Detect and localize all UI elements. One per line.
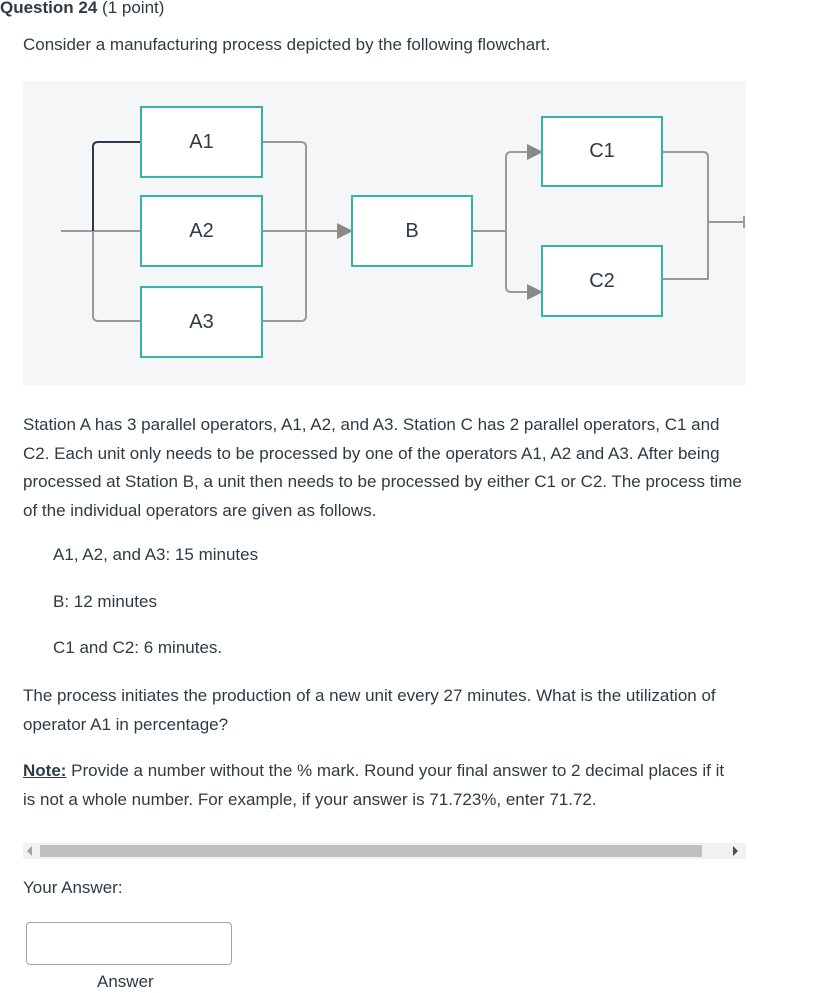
time-c: C1 and C2: 6 minutes. <box>53 638 223 657</box>
merge-line-a1 <box>263 142 306 231</box>
node-b-label: B <box>405 219 419 242</box>
note-paragraph <box>23 757 735 814</box>
question-title: Question 24 <box>0 0 98 17</box>
scroll-thumb[interactable] <box>40 845 702 857</box>
node-a1 <box>140 106 263 178</box>
flowchart <box>23 81 746 385</box>
node-a2-label: A2 <box>189 219 214 242</box>
time-b: B: 12 minutes <box>53 592 157 611</box>
split-line-a1 <box>93 142 140 231</box>
horizontal-scrollbar[interactable] <box>23 843 746 859</box>
node-a3 <box>140 286 263 358</box>
node-c1-label: C1 <box>589 140 615 162</box>
question-intro: Consider a manufacturing process depicted by the following flowchart. <box>23 35 551 54</box>
time-a: A1, A2, and A3: 15 minutes <box>53 545 259 564</box>
merge-line-c1 <box>661 152 708 222</box>
merge-line-c2 <box>661 222 708 279</box>
split-line-a3 <box>93 231 140 321</box>
node-c1 <box>541 116 663 187</box>
split-line-c1 <box>506 152 541 231</box>
node-b <box>351 195 473 267</box>
node-a3-label: A3 <box>189 310 214 333</box>
question-paragraph: The process initiates the production of a new unit every 27 minutes. What is the utilization of operator A1 in percentage? <box>23 686 716 734</box>
answer-caption: Answer <box>97 972 154 991</box>
question-points: (1 point) <box>102 0 165 17</box>
node-c2 <box>541 245 663 317</box>
scroll-left-arrow-icon[interactable] <box>27 846 32 856</box>
split-line-c2 <box>506 231 541 292</box>
note-text: Provide a number without the % mark. Round your final answer to 2 decimal places if it is not a whole number. For example, if your answer is 71.723%, enter 71.72. <box>23 761 725 809</box>
answer-input[interactable] <box>26 922 232 965</box>
node-a2 <box>140 195 263 267</box>
question-header <box>0 0 164 18</box>
description-paragraph: Station A has 3 parallel operators, A1, A2, and A3. Station C has 2 parallel operators, C1 and C2. Each unit only needs to be processed by one of the operators A1, A2 and A3. After being processed at Station B, a unit then needs to be processed by either C1 or C2. The process time of the individual operators are given as follows. <box>23 415 742 520</box>
node-a1-label: A1 <box>189 130 214 153</box>
note-label: Note: <box>23 761 67 780</box>
your-answer-label: Your Answer: <box>23 878 123 897</box>
merge-line-a3 <box>263 231 306 321</box>
scroll-right-arrow-icon[interactable] <box>733 846 738 856</box>
node-c2-label: C2 <box>589 269 615 292</box>
